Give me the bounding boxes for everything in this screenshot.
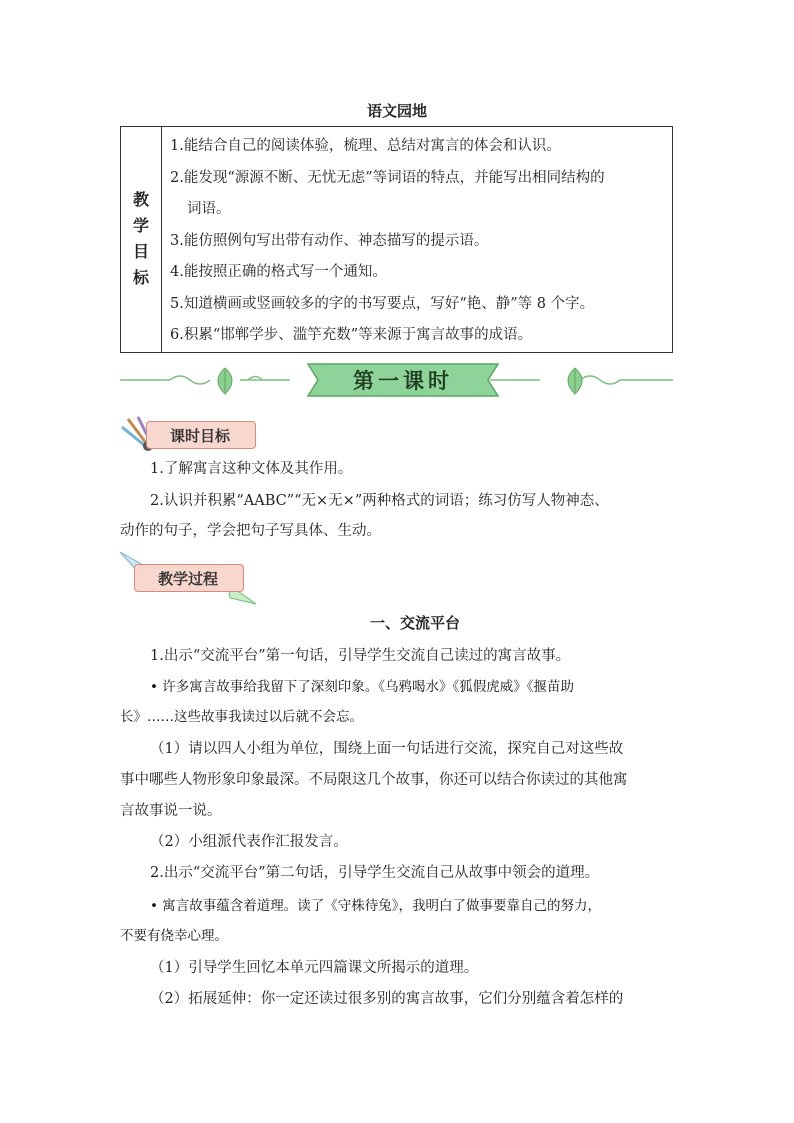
- paragraph: 言故事说一说。: [120, 803, 222, 819]
- lesson-goal-item: 2.认识并积累“AABC”“无×无×”两种格式的词语；练习仿写人物神态、: [150, 493, 609, 509]
- page-title: 语文园地: [366, 102, 427, 120]
- paragraph: 1.出示“交流平台”第一句话，引导学生交流自己读过的寓言故事。: [150, 648, 571, 664]
- goal-item: 4.能按照正确的格式写一个通知。: [170, 264, 387, 280]
- paragraph: 2.出示“交流平台”第二句话，引导学生交流自己从故事中领会的道理。: [150, 865, 600, 881]
- teaching-process-badge: [118, 548, 258, 606]
- lesson-banner-title: 第一课时: [353, 369, 453, 393]
- lesson-goal-item-continued: 动作的句子，学会把句子写具体、生动。: [120, 523, 381, 539]
- goal-item: 1.能结合自己的阅读体验，梳理、总结对寓言的体会和认识。: [170, 138, 561, 154]
- goal-item-continued: 词语。: [187, 201, 231, 217]
- lesson-goals-badge-label: 课时目标: [169, 427, 230, 445]
- goal-label-char: 学: [132, 216, 149, 236]
- quote-line: 不要有侥幸心理。: [120, 928, 228, 944]
- paragraph: （2）拓展延伸：你一定还读过很多别的寓言故事，它们分别蕴含着怎样的: [150, 991, 624, 1007]
- goal-item: 6.积累“邯郸学步、滥竽充数”等来源于寓言故事的成语。: [170, 327, 533, 343]
- goal-label-char: 教: [132, 190, 149, 210]
- goal-label-char: 目: [132, 242, 149, 262]
- paragraph: （1）引导学生回忆本单元四篇课文所揭示的道理。: [150, 960, 479, 976]
- goal-item: 3.能仿照例句写出带有动作、神态描写的提示语。: [170, 232, 489, 249]
- goal-item: 5.知道横画或竖画较多的字的书写要点，写好“艳、静”等 8 个字。: [170, 295, 595, 312]
- teaching-goals-label: [121, 127, 162, 353]
- paragraph: 事中哪些人物形象印象最深。不局限这几个故事，你还可以结合你读过的其他寓: [120, 772, 628, 788]
- lesson-goal-item: 1.了解寓言这种文体及其作用。: [150, 461, 353, 477]
- quote-line: 长》……这些故事我读过以后就不会忘。: [120, 709, 363, 725]
- quote-line: • 寓言故事蕴含着道理。读了《守株待兔》，我明白了做事要靠自己的努力，: [150, 898, 602, 914]
- goal-item: 2.能发现“源源不断、无忧无虑”等词语的特点，并能写出相同结构的: [170, 169, 605, 186]
- teaching-goals-list: [162, 127, 673, 353]
- lesson-banner: [120, 360, 673, 400]
- teaching-goals-table: [120, 126, 673, 353]
- section-title: 一、交流平台: [369, 614, 460, 632]
- goal-label-char: 标: [132, 268, 149, 288]
- lesson-goals-badge: [120, 415, 260, 455]
- paragraph: （1）请以四人小组为单位，围绕上面一句话进行交流，探究自己对这些故: [150, 741, 624, 757]
- quote-line: • 许多寓言故事给我留下了深刻印象。《乌鸦喝水》《狐假虎威》《揠苗助: [150, 679, 575, 695]
- teaching-process-badge-label: 教学过程: [157, 570, 218, 588]
- paragraph: （2）小组派代表作汇报发言。: [150, 834, 348, 850]
